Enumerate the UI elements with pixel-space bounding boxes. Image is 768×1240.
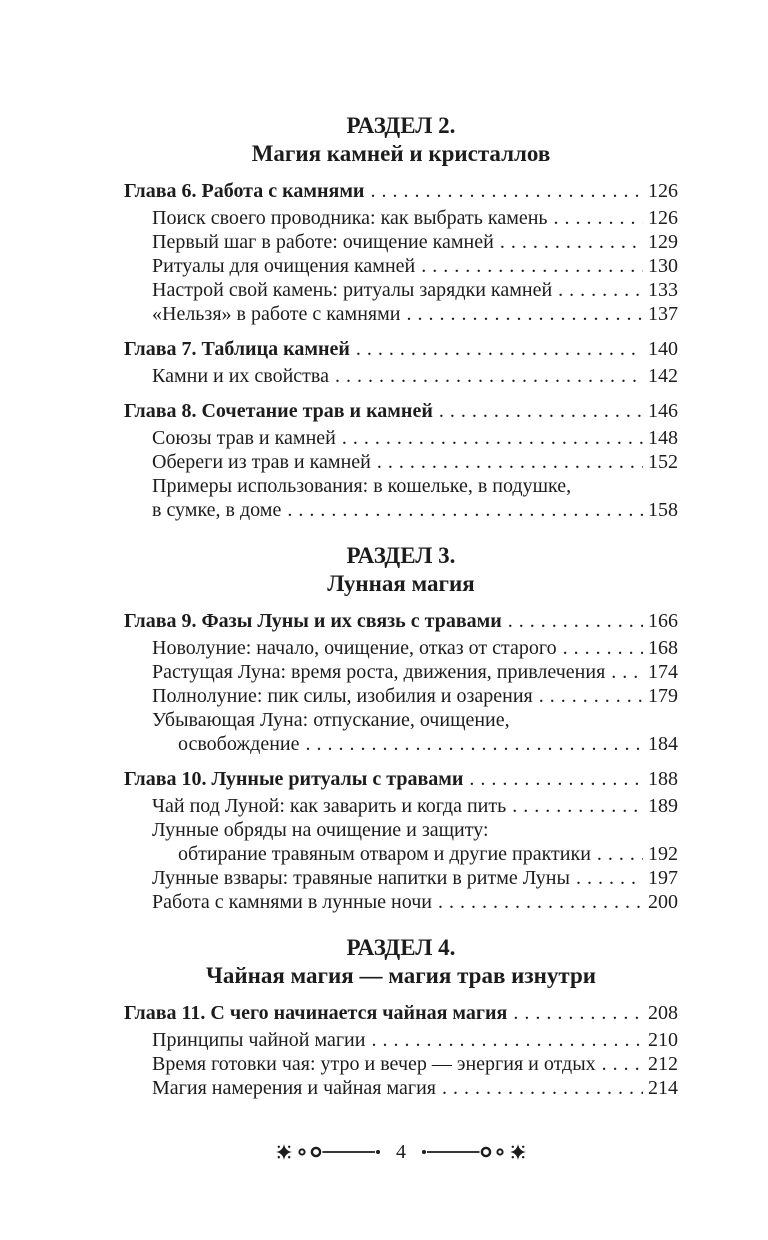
- section-heading-line: РАЗДЕЛ 2.: [346, 113, 456, 138]
- dot-leader: [370, 179, 643, 203]
- toc-item-row: [124, 794, 678, 818]
- dot-leader: [377, 450, 643, 474]
- page-ref: 166: [648, 610, 678, 632]
- section-heading-line: Лунная магия: [327, 571, 475, 596]
- dot-leader: [563, 636, 643, 660]
- dot-leader: [306, 732, 643, 756]
- chapter-row-title: Глава 10. Лунные ритуалы с травами: [124, 768, 464, 790]
- toc-item-row-title: Лунные взвары: травяные напитки в ритме Луны: [152, 867, 570, 889]
- footer-ornament-right-icon: [421, 1143, 527, 1161]
- dot-leader: [576, 866, 643, 890]
- chapter-row-title: Глава 7. Таблица камней: [124, 338, 350, 360]
- toc-item-row-title: Чай под Луной: как заварить и когда пить: [152, 795, 507, 817]
- page-ref: 142: [648, 365, 678, 387]
- chapter-row-title: Глава 6. Работа с камнями: [124, 180, 365, 202]
- toc-item-row: [124, 1076, 678, 1100]
- toc-item-row: [124, 302, 678, 326]
- dot-leader: [597, 842, 643, 866]
- page-ref: 174: [648, 661, 678, 683]
- toc-item-row-title: освобождение: [178, 733, 300, 755]
- toc-item-row: [124, 1028, 678, 1052]
- chapter-row: [124, 399, 678, 423]
- toc-item-row-title: обтирание травяным отваром и другие практики: [178, 843, 591, 865]
- section-heading: [124, 934, 678, 990]
- page-ref: 188: [648, 768, 678, 790]
- page-ref: 208: [648, 1002, 678, 1024]
- toc-section: [124, 934, 678, 1100]
- toc-item-row-title: Полнолуние: пик силы, изобилия и озарения: [152, 685, 533, 707]
- page-ref: 140: [648, 338, 678, 360]
- toc-item-row-title: «Нельзя» в работе с камнями: [152, 303, 401, 325]
- dot-leader: [342, 426, 643, 450]
- section-heading-line: РАЗДЕЛ 3.: [346, 543, 456, 568]
- page-ref: 148: [648, 427, 678, 449]
- toc-item-row: [124, 842, 678, 866]
- toc-item-row-title: Настрой свой камень: ритуалы зарядки камней: [152, 279, 553, 301]
- page-ref: 212: [648, 1053, 678, 1075]
- toc: [124, 112, 678, 1100]
- dot-leader: [554, 206, 643, 230]
- page-ref: 197: [648, 867, 678, 889]
- chapter-row-title: Глава 8. Сочетание трав и камней: [124, 400, 433, 422]
- toc-item-row: [124, 364, 678, 388]
- chapter-row: [124, 767, 678, 791]
- chapter-row: [124, 179, 678, 203]
- toc-section: [124, 542, 678, 914]
- dot-leader: [558, 278, 643, 302]
- page-ref: 133: [648, 279, 678, 301]
- dot-leader: [500, 230, 643, 254]
- toc-item-row: [124, 1052, 678, 1076]
- dot-leader: [539, 684, 643, 708]
- toc-item-row: [124, 684, 678, 708]
- dot-leader: [356, 337, 643, 361]
- toc-item-row: [124, 866, 678, 890]
- toc-item-row-title: Первый шаг в работе: очищение камней: [152, 231, 494, 253]
- toc-item-row: [124, 206, 678, 230]
- page-ref: 152: [648, 451, 678, 473]
- toc-item-row-title: Магия намерения и чайная магия: [152, 1077, 436, 1099]
- section-heading: [124, 542, 678, 598]
- chapter-row: [124, 1001, 678, 1025]
- chapter-row-title: Глава 11. С чего начинается чайная магия: [124, 1002, 508, 1024]
- dot-leader: [287, 498, 643, 522]
- toc-item-row: [124, 660, 678, 684]
- page-ref: 210: [648, 1029, 678, 1051]
- dot-leader: [371, 1028, 643, 1052]
- section-heading: [124, 112, 678, 168]
- dot-leader: [406, 302, 643, 326]
- toc-item-row: [124, 732, 678, 756]
- page-ref: 189: [648, 795, 678, 817]
- dot-leader: [439, 399, 643, 423]
- page-ref: 146: [648, 400, 678, 422]
- page-ref: 158: [648, 499, 678, 521]
- page-ref: 130: [648, 255, 678, 277]
- section-heading-line: Магия камней и кристаллов: [251, 141, 551, 166]
- toc-item-text-line: Убывающая Луна: отпускание, очищение,: [152, 709, 510, 731]
- section-heading-line: РАЗДЕЛ 4.: [346, 935, 456, 960]
- section-heading-line: Чайная магия — магия трав изнутри: [205, 963, 597, 988]
- page-ref: 129: [648, 231, 678, 253]
- toc-item-row-title: в сумке, в доме: [152, 499, 282, 521]
- toc-item-text-line: Лунные обряды на очищение и защиту:: [152, 819, 489, 841]
- toc-item-row-title: Принципы чайной магии: [152, 1029, 366, 1051]
- toc-item-row: [124, 498, 678, 522]
- dot-leader: [421, 254, 643, 278]
- toc-section: [124, 112, 678, 522]
- toc-item-row: [124, 254, 678, 278]
- toc-item-row-title: Ритуалы для очищения камней: [152, 255, 416, 277]
- chapter-row-title: Глава 9. Фазы Луны и их связь с травами: [124, 610, 502, 632]
- toc-item-row-title: Время готовки чая: утро и вечер — энергия и отдых: [152, 1053, 596, 1075]
- page-ref: 126: [648, 207, 678, 229]
- page-ref: 137: [648, 303, 678, 325]
- dot-leader: [512, 794, 643, 818]
- toc-item-row: [124, 636, 678, 660]
- page-ref: 179: [648, 685, 678, 707]
- toc-item-row: [124, 278, 678, 302]
- chapter-row: [124, 609, 678, 633]
- toc-item-row: [124, 450, 678, 474]
- toc-item-row-title: Поиск своего проводника: как выбрать камень: [152, 207, 548, 229]
- page-ref: 214: [648, 1077, 678, 1099]
- footer: [124, 1142, 678, 1162]
- page-ref: 192: [648, 843, 678, 865]
- toc-item-row-title: Обереги из трав и камней: [152, 451, 371, 473]
- page-ref: 200: [648, 891, 678, 913]
- page-ref: 126: [648, 180, 678, 202]
- toc-item-text-line: Примеры использования: в кошельке, в подушке,: [152, 475, 572, 497]
- toc-item-row-title: Растущая Луна: время роста, движения, привлечения: [152, 661, 606, 683]
- dot-leader: [469, 767, 643, 791]
- toc-item-row-title: Работа с камнями в лунные ночи: [152, 891, 432, 913]
- dot-leader: [442, 1076, 643, 1100]
- page-ref: 184: [648, 733, 678, 755]
- toc-item-row-title: Камни и их свойства: [152, 365, 329, 387]
- dot-leader: [602, 1052, 643, 1076]
- dot-leader: [508, 609, 643, 633]
- dot-leader: [438, 890, 643, 914]
- dot-leader: [335, 364, 643, 388]
- footer-page-number: 4: [396, 1141, 406, 1163]
- toc-item-row: [124, 890, 678, 914]
- dot-leader: [513, 1001, 643, 1025]
- page-ref: 168: [648, 637, 678, 659]
- toc-item-row: [124, 426, 678, 450]
- footer-ornament-left-icon: [275, 1143, 381, 1161]
- toc-item-row-title: Новолуние: начало, очищение, отказ от старого: [152, 637, 557, 659]
- toc-page: [124, 0, 678, 1162]
- toc-item-row-title: Союзы трав и камней: [152, 427, 336, 449]
- dot-leader: [611, 660, 643, 684]
- toc-item-row: [124, 230, 678, 254]
- chapter-row: [124, 337, 678, 361]
